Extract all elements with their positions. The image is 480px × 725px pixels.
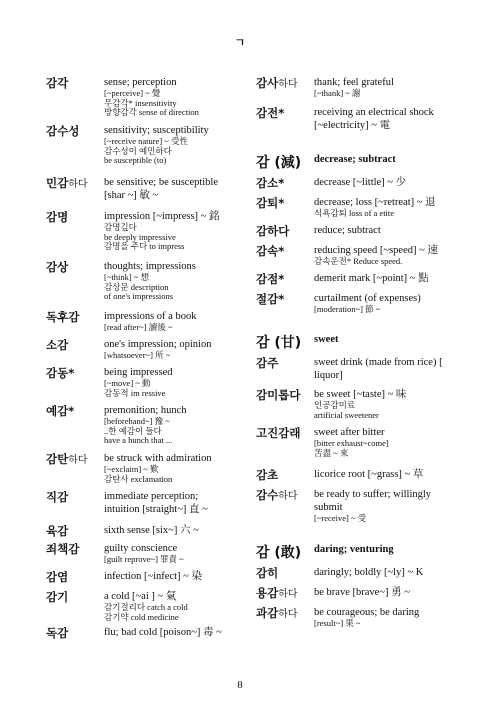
entry: [46, 76, 236, 118]
meaning: licorice root [~grass] ~ 草: [314, 469, 424, 480]
headword: 민감하다: [46, 176, 88, 190]
headword: 감주: [256, 356, 279, 370]
headword: 감점*: [256, 272, 285, 286]
entry: [46, 404, 236, 446]
entry: [256, 586, 448, 599]
definition: [314, 606, 448, 629]
meaning: infection [~infect] ~ 染: [104, 571, 202, 582]
headword: 독후감: [46, 310, 80, 324]
page-number: 8: [237, 680, 243, 691]
definition: [314, 106, 448, 132]
meaning: thank; feel grateful: [314, 77, 394, 88]
definition: [314, 224, 448, 237]
gloss: [bitter exhaust~come]: [314, 438, 389, 448]
example: 감탄사 exclamation: [104, 473, 173, 484]
page-header: ㄱ: [234, 36, 246, 49]
entry: [256, 488, 448, 524]
meaning: be brave [brave~] 勇 ~: [314, 587, 410, 598]
example: 감기걸리다 catch a cold: [104, 602, 188, 612]
entry: [256, 388, 448, 420]
gloss: [~move] ~ 動: [104, 378, 151, 388]
gloss: [~thank] ~ 謝: [314, 88, 361, 98]
definition: [314, 272, 448, 285]
headword: 감수성: [46, 124, 80, 138]
meaning: decrease; loss [~retreat] ~ 退: [314, 197, 436, 208]
headword: 감속*: [256, 244, 285, 258]
example: 무감각* insensitivity: [104, 97, 177, 108]
example: 감기약 cold medicine: [104, 611, 179, 622]
meaning: being impressed: [104, 367, 173, 378]
meaning: curtailment (of expenses): [314, 293, 421, 304]
headword: 감동*: [46, 366, 75, 380]
gloss: [moderation~] 節 ~: [314, 304, 381, 314]
section-heading: [256, 152, 448, 172]
meaning: be sweet [~taste] ~ 味: [314, 389, 407, 400]
meaning: a cold [~ai ] ~ 氣: [104, 591, 177, 602]
example: 감명깊다: [104, 222, 137, 232]
definition: [104, 176, 236, 202]
section-meaning: decrease; subtract: [314, 154, 396, 165]
headword: 과감하다: [256, 606, 298, 620]
entry: [46, 338, 236, 361]
headword: 감기: [46, 590, 69, 604]
headword: 절감*: [256, 292, 285, 306]
definition: [104, 626, 236, 639]
definition: [314, 566, 448, 579]
definition: [314, 76, 448, 99]
headword: 감염: [46, 570, 69, 584]
definition: [104, 524, 236, 537]
example: ..한 예감이 들다: [104, 425, 162, 436]
meaning: one's impression; opinion: [104, 339, 212, 350]
headword: 감사하다: [256, 76, 298, 90]
entry: [46, 542, 236, 565]
definition: [314, 176, 448, 189]
gloss: [~think] ~ 想: [104, 272, 150, 282]
meaning: sense; perception: [104, 77, 177, 88]
meaning: premonition; hunch: [104, 405, 187, 416]
example: 방향감각 sense of direction: [104, 107, 199, 117]
entry: [46, 260, 236, 302]
meaning: impressions of a book: [104, 311, 197, 322]
meaning: receiving an electrical shock [~electricity] ~ 電: [314, 107, 434, 131]
definition: [104, 210, 236, 252]
entry: [46, 310, 236, 333]
example: have a hunch that ...: [104, 435, 173, 445]
definition: [314, 488, 448, 524]
meaning: sixth sense [six~] 六 ~: [104, 525, 199, 536]
entry: [256, 356, 448, 382]
definition: [314, 426, 448, 458]
entry: [256, 196, 448, 219]
meaning: be sensitive; be susceptible [shar ~] 敏 ~: [104, 177, 219, 201]
meaning: thoughts; impressions: [104, 261, 196, 272]
entry: [256, 272, 448, 285]
headword: 죄책감: [46, 542, 80, 556]
meaning: impression [~impress] ~ 銘: [104, 211, 220, 222]
section-heading: [256, 332, 448, 352]
headword: 예감*: [46, 404, 75, 418]
entry: [256, 566, 448, 579]
entry: [46, 176, 236, 202]
definition: [104, 542, 236, 565]
headword: 고진감래: [256, 426, 301, 440]
definition: [104, 590, 236, 622]
headword: 소감: [46, 338, 69, 352]
entry: [46, 590, 236, 622]
gloss: [~perceive] ~ 覺: [104, 88, 161, 98]
headword: 감각: [46, 76, 69, 90]
definition: [104, 76, 236, 118]
headword: 감하다: [256, 224, 290, 238]
gloss: [guilt reprove~] 罪責 ~: [104, 554, 184, 564]
headword: 육감: [46, 524, 69, 538]
entry: [46, 490, 236, 516]
entry: [46, 210, 236, 252]
entry: [256, 224, 448, 237]
section-head: 감 (減): [256, 155, 302, 171]
gloss: [whatsoever~] 所 ~: [104, 350, 171, 360]
definition: [314, 356, 448, 382]
definition: [104, 452, 236, 484]
definition: [104, 124, 236, 166]
gloss: [~receive] ~ 受: [314, 513, 367, 523]
headword: 감퇴*: [256, 196, 285, 210]
headword: 감초: [256, 468, 279, 482]
example: 감동적 im ressive: [104, 387, 166, 398]
meaning: sweet drink (made from rice) [ liquor]: [314, 357, 443, 381]
gloss: [~receive nature] ~ 受性: [104, 136, 189, 146]
headword: 용감하다: [256, 586, 298, 600]
entry: [256, 106, 448, 132]
headword: 감상: [46, 260, 69, 274]
entry: [46, 626, 236, 639]
entry: [256, 76, 448, 99]
definition: [104, 260, 236, 302]
entry: [46, 524, 236, 537]
example: be deeply impressive: [104, 231, 176, 242]
example: 식욕감퇴 loss of a etite: [314, 208, 395, 218]
definition: [104, 338, 236, 361]
section-meaning: daring; venturing: [314, 544, 394, 555]
gloss: [~exclaim] ~ 歎: [104, 464, 159, 474]
entry: [46, 124, 236, 166]
headword: 감명: [46, 210, 69, 224]
meaning: demerit mark [~point] ~ 點: [314, 273, 429, 284]
definition: [314, 244, 448, 267]
example: artificial sweetener: [314, 409, 379, 420]
definition: [314, 586, 448, 599]
meaning: daringly; boldly [~ly] ~ K: [314, 567, 424, 578]
section-head: 감 (敢): [256, 545, 302, 561]
meaning: guilty conscience: [104, 543, 178, 554]
meaning: be struck with admiration: [104, 453, 212, 464]
headword: 감전*: [256, 106, 285, 120]
entry: [46, 452, 236, 484]
meaning: reducing speed [~speed] ~ 速: [314, 245, 438, 256]
entry: [256, 292, 448, 315]
example: 감명을 주다 to impress: [104, 241, 185, 251]
meaning: be courageous; be daring: [314, 607, 420, 618]
definition: [104, 310, 236, 333]
meaning: reduce; subtract: [314, 225, 381, 236]
meaning: flu; bad cold [poison~] 毒 ~: [104, 627, 222, 638]
section-meaning: sweet: [314, 334, 339, 345]
entry: [256, 426, 448, 458]
headword: 감수하다: [256, 488, 298, 502]
meaning: sweet after bitter: [314, 427, 385, 438]
definition: [104, 570, 236, 583]
headword: 감탄하다: [46, 452, 88, 466]
section-heading: [256, 542, 448, 562]
example: 감수성이 예민하다: [104, 145, 172, 156]
headword: 감미롭다: [256, 388, 301, 402]
gloss: [read after~] 讀後 ~: [104, 322, 173, 332]
meaning: decrease [~little] ~ 少: [314, 177, 407, 188]
meaning: be ready to suffer; willingly submit: [314, 489, 432, 513]
definition: [104, 366, 236, 398]
meaning: immediate perception; intuition [straight~] 直 ~: [104, 491, 208, 515]
example: 인공감미료: [314, 400, 356, 410]
example: 苦盡 ~ 來: [314, 447, 349, 458]
definition: [314, 468, 448, 481]
entry: [256, 606, 448, 629]
definition: [314, 292, 448, 315]
entry: [46, 366, 236, 398]
meaning: sensitivity; susceptibility: [104, 125, 209, 136]
headword: 감히: [256, 566, 279, 580]
section-head: 감 (甘): [256, 335, 302, 351]
entry: [256, 176, 448, 189]
headword: 감소*: [256, 176, 285, 190]
entry: [256, 468, 448, 481]
headword: 직감: [46, 490, 69, 504]
definition: [314, 196, 448, 219]
gloss: [result~] 果 ~: [314, 618, 361, 628]
gloss: [beforehand~] 豫 ~: [104, 416, 170, 426]
example: be susceptible (to): [104, 155, 167, 165]
example: 감상문 description: [104, 281, 169, 292]
definition: [314, 388, 448, 420]
definition: [104, 404, 236, 446]
example: 감속운전* Reduce speed.: [314, 256, 403, 266]
definition: [104, 490, 236, 516]
entry: [256, 244, 448, 267]
example: of one's impressions: [104, 291, 174, 301]
headword: 독감: [46, 626, 69, 640]
entry: [46, 570, 236, 583]
